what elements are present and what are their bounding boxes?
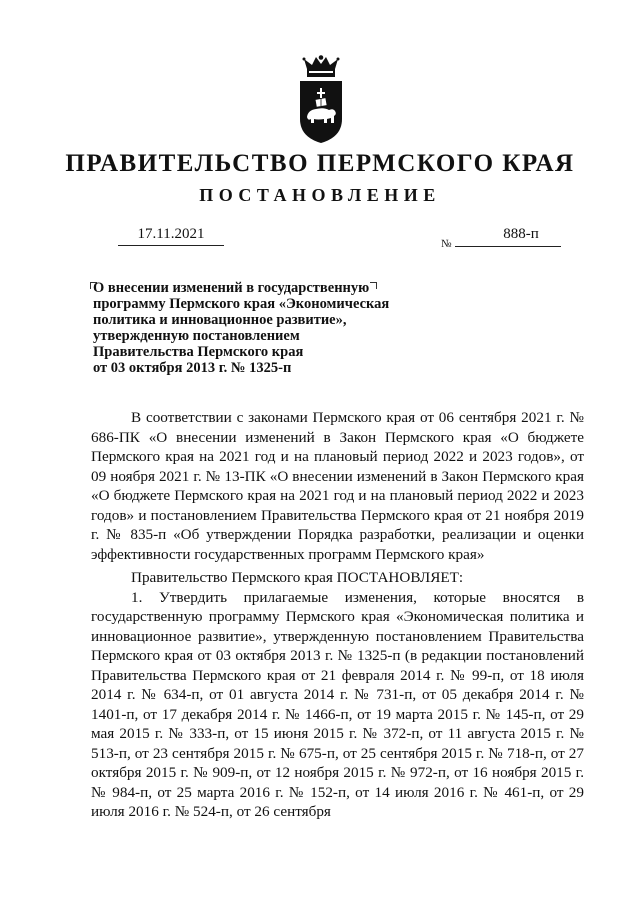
date-value: 17.11.2021 [137,226,205,242]
government-title: ПРАВИТЕЛЬСТВО ПЕРМСКОГО КРАЯ [65,150,575,177]
perm-krai-coat-of-arms-icon [296,55,346,145]
subject-line: от 03 октября 2013 г. № 1325-п [93,360,292,376]
document-body [91,408,584,822]
document-date [118,226,224,246]
document-subject [93,280,423,376]
number-value: 888-п [503,226,539,242]
subject-line: политика и инновационное развитие», [93,312,347,328]
date-underline [118,243,224,246]
subject-line: О внесении изменений в государственную [93,280,370,296]
subject-line: Правительства Пермского края [93,344,304,360]
document-type: ПОСТАНОВЛЕНИЕ [199,185,441,205]
body-paragraph-resolves: Правительство Пермского края ПОСТАНОВЛЯЕТ: [131,569,464,586]
number-sign: № [441,238,452,250]
body-paragraph-item-1: 1. Утвердить прилагаемые изменения, которые вносятся в государственную программу Пермского края «Экономическая политика и инновационное развитие», утвержденную постановлением Правительства Пермского края от 03 октября 2013 г. № 1325-п (в редакции постановлений Правительства Пермского края от 21 февраля 2014 г. № 99-п, от 18 июля 2014 г. № 634-п, от 01 августа 2014 г. № 731-п, от 05 декабря 2014 г. № 1401-п, от 17 декабря 2014 г. № 1466-п, от 19 марта 2015 г. № 145-п, от 29 мая 2015 г. № 333-п, от 15 июня 2015 г. № 372-п, от 11 августа 2015 г. № 513-п, от 23 сентября 2015 г. № 675-п, от 25 сентября 2015 г. № 718-п, от 27 октября 2015 г. № 909-п, от 12 ноября 2015 г. № 972-п, от 16 ноября 2015 г. № 984-п, от 25 марта 2016 г. № 152-п, от 14 июля 2016 г. № 461-п, от 29 июля 2016 г. № 524-п, от 26 сентября [91,588,584,820]
number-underline [455,246,561,247]
subject-line: утвержденную постановлением [93,328,300,344]
body-paragraph-preamble: В соответствии с законами Пермского края от 06 сентября 2021 г. № 686-ПК «О внесении изменений в Закон Пермского края «О бюджете Пермского края на 2021 год и на плановый период 2022 и 2023 годов», от 09 ноября 2021 г. № 13-ПК «О внесении изменений в Закон Пермского края «О бюджете Пермского края на 2021 год и на плановый период 2022 и 2023 годов» и постановлением Правительства Пермского края от 21 ноября 2019 г. № 835-п «Об утверждении Порядка разработки, реализации и оценки эффективности государственных программ Пермского края» [91,409,584,563]
subject-line: программу Пермского края «Экономическая [93,296,390,312]
